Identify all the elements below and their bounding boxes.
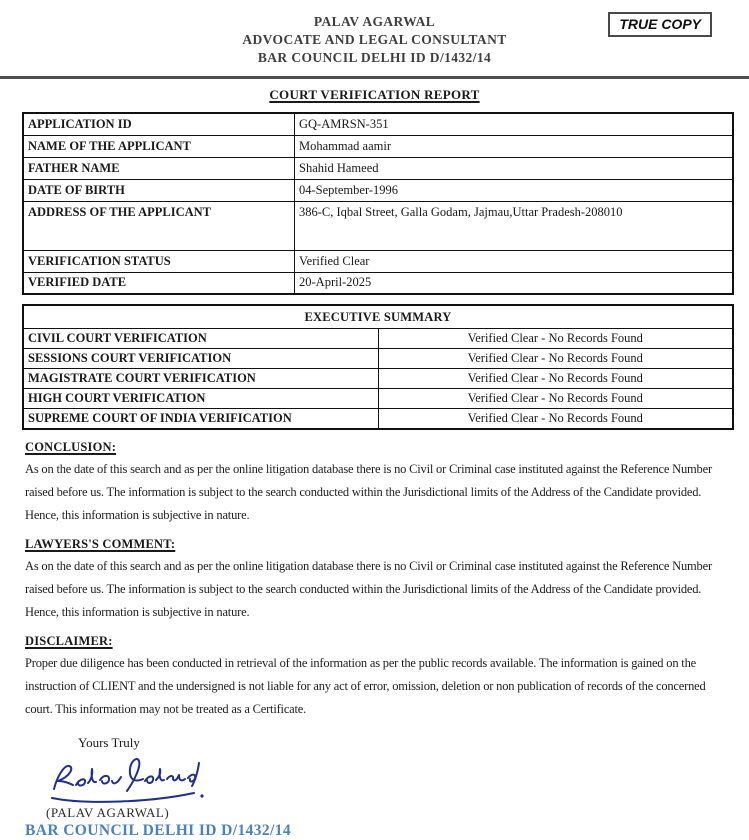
closing-text: Yours Truly	[78, 735, 140, 750]
lawyers-comment-section	[25, 527, 723, 624]
table-row	[23, 179, 733, 201]
detail-label: VERIFIED DATE	[23, 272, 295, 294]
verification-label: SESSIONS COURT VERIFICATION	[23, 349, 378, 369]
disclaimer-heading: DISCLAIMER:	[25, 634, 113, 648]
table-row	[23, 250, 733, 272]
signatory-name: (PALAV AGARWAL)	[46, 805, 170, 820]
table-row	[23, 113, 733, 135]
detail-label: DATE OF BIRTH	[23, 179, 295, 201]
table-row	[23, 272, 733, 294]
detail-label: ADDRESS OF THE APPLICANT	[23, 201, 295, 250]
detail-value: 04-September-1996	[295, 179, 734, 201]
advocate-name: PALAV AGARWAL	[313, 14, 436, 29]
table-header-row	[23, 305, 733, 329]
disclaimer-body: Proper due diligence has been conducted in retrieval of the information as per the public records available. The information is gained on the instruction of CLIENT and the undersigned is not liable for any act of error, omission, deletion or non publication of records of the concerned court. This information may not be treated as a Certificate.	[25, 656, 706, 716]
table-row	[23, 409, 733, 430]
table-row	[23, 157, 733, 179]
signature-stroke	[54, 766, 121, 789]
lawyers-comment-body: As on the date of this search and as per the online litigation database there is no Civil or Criminal case instituted against the Reference Number raised before us. The information is subject to the search conducted within the Jurisdictional limits of the Address of the Candidate provided. Hence, this information is subjective in nature.	[25, 559, 712, 619]
executive-summary-table	[22, 304, 734, 430]
table-row	[23, 349, 733, 369]
verification-result: Verified Clear - No Records Found	[378, 369, 733, 389]
detail-value: 20-April-2025	[295, 272, 734, 294]
lawyers-comment-heading: LAWYERS'S COMMENT:	[25, 537, 176, 551]
detail-value: Mohammad aamir	[295, 135, 734, 157]
detail-value: GQ-AMRSN-351	[295, 113, 734, 135]
advocate-title: ADVOCATE AND LEGAL CONSULTANT	[242, 32, 507, 47]
verification-label: CIVIL COURT VERIFICATION	[23, 329, 378, 349]
verification-label: MAGISTRATE COURT VERIFICATION	[23, 369, 378, 389]
detail-value: Verified Clear	[295, 250, 734, 272]
detail-label: NAME OF THE APPLICANT	[23, 135, 295, 157]
signature-dot	[200, 794, 203, 797]
verification-result: Verified Clear - No Records Found	[378, 349, 733, 369]
table-row	[23, 135, 733, 157]
table-row	[23, 369, 733, 389]
conclusion-heading: CONCLUSION:	[25, 440, 117, 454]
detail-label: FATHER NAME	[23, 157, 295, 179]
table-row	[23, 389, 733, 409]
signature-stroke	[127, 759, 199, 791]
detail-value: 386-C, Iqbal Street, Galla Godam, Jajmau,Uttar Pradesh-208010	[295, 201, 734, 250]
bar-council-id: BAR COUNCIL DELHI ID D/1432/14	[25, 822, 292, 839]
table-row	[23, 201, 733, 250]
verification-result: Verified Clear - No Records Found	[378, 409, 733, 430]
report-title: COURT VERIFICATION REPORT	[269, 87, 480, 102]
executive-summary-title: EXECUTIVE SUMMARY	[23, 305, 733, 329]
disclaimer-section	[25, 624, 723, 721]
detail-label: VERIFICATION STATUS	[23, 250, 295, 272]
detail-label: APPLICATION ID	[23, 113, 295, 135]
conclusion-body: As on the date of this search and as per the online litigation database there is no Civil or Criminal case instituted against the Reference Number raised before us. The information is subject to the search conducted within the Jurisdictional limits of the Address of the Candidate provided. Hence, this information is subjective in nature.	[25, 462, 712, 522]
verification-label: HIGH COURT VERIFICATION	[23, 389, 378, 409]
verification-label: SUPREME COURT OF INDIA VERIFICATION	[23, 409, 378, 430]
detail-value: Shahid Hameed	[295, 157, 734, 179]
letterhead-divider	[0, 76, 749, 79]
verification-result: Verified Clear - No Records Found	[378, 389, 733, 409]
table-row	[23, 329, 733, 349]
conclusion-section	[25, 430, 723, 527]
signature-underline	[52, 793, 194, 802]
true-copy-stamp: TRUE COPY	[608, 12, 712, 37]
verification-result: Verified Clear - No Records Found	[378, 329, 733, 349]
applicant-details-table	[22, 112, 734, 295]
advocate-bar-id: BAR COUNCIL DELHI ID D/1432/14	[257, 50, 492, 65]
handwritten-signature	[42, 753, 227, 805]
